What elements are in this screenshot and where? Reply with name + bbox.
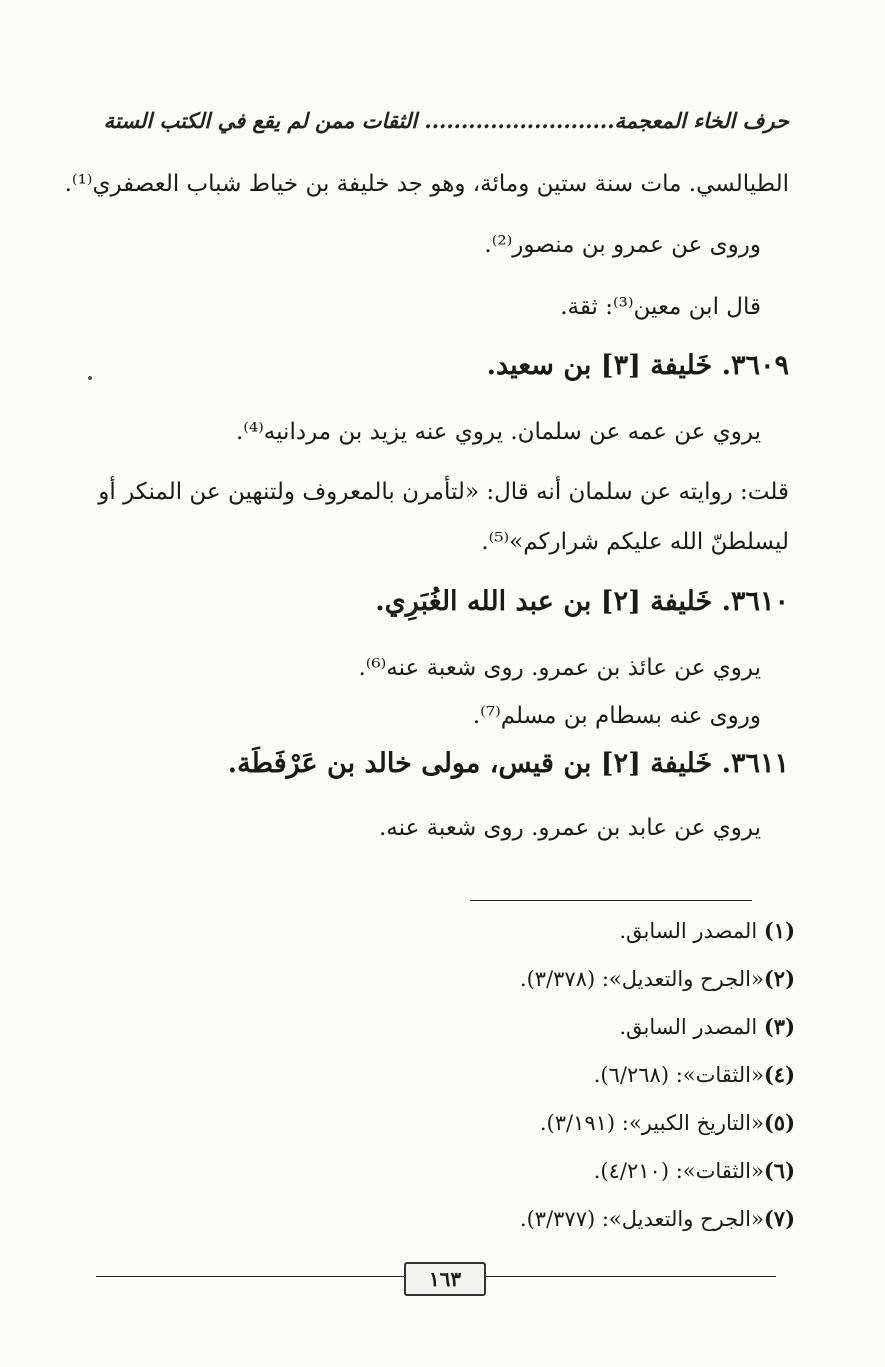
footnote — [594, 1062, 795, 1087]
footnote-text: «التاريخ الكبير»: (٣/١٩١). — [539, 1111, 764, 1135]
footnote — [619, 918, 795, 943]
footnote — [594, 1158, 795, 1183]
page-number: ١٦٣ — [404, 1262, 486, 1296]
scan-speck — [88, 376, 92, 380]
text-line: الطيالسي. مات سنة ستين ومائة، وهو جد خليفة بن خياط شباب العصفري⁽¹⁾. — [64, 171, 789, 197]
text-line: ليسلطنّ الله عليكم شراركم»⁽⁵⁾. — [481, 529, 789, 555]
entry-heading-3611: ٣٦١١. خَليفة [٢] بن قيس، مولى خالد بن عَرْفَطَة. — [227, 748, 789, 779]
footnote — [540, 1110, 795, 1135]
footnote-number: (٥) — [763, 1110, 795, 1135]
footnote-text: «الثقات»: (٦/٢٦٨). — [593, 1063, 764, 1087]
text-line: يروي عن عمه عن سلمان. يروي عنه يزيد بن مردانيه⁽⁴⁾. — [235, 419, 761, 445]
footnote-number: (٤) — [763, 1062, 795, 1087]
footnote — [520, 1206, 795, 1231]
footnote-number: (٢) — [763, 966, 795, 991]
text-line: قلت: روايته عن سلمان أنه قال: «لتأمرن بالمعروف ولتنهين عن المنكر أو — [98, 479, 789, 505]
footnote-number: (٦) — [763, 1158, 795, 1183]
footnote-number: (٧) — [763, 1206, 795, 1231]
footer-rule-left — [96, 1276, 404, 1277]
footnote-number: (٣) — [763, 1014, 795, 1039]
running-header: حرف الخاء المعجمة.......................... الثقات ممن لم يقع في الكتب الستة — [103, 108, 789, 133]
text-line: وروى عن عمرو بن منصور⁽²⁾. — [484, 232, 761, 258]
footnote-text: المصدر السابق. — [619, 1015, 764, 1039]
entry-heading-3609: ٣٦٠٩. خَليفة [٣] بن سعيد. — [486, 350, 789, 381]
footnote — [520, 966, 795, 991]
text-line: وروى عنه بسطام بن مسلم⁽⁷⁾. — [472, 703, 761, 729]
footnote-text: «الجرح والتعديل»: (٣/٣٧٨). — [519, 967, 764, 991]
footnote-text: «الثقات»: (٤/٢١٠). — [593, 1159, 764, 1183]
footnote-separator — [470, 900, 752, 901]
footer-rule-right — [484, 1276, 776, 1277]
text-line: يروي عن عابد بن عمرو. روى شعبة عنه. — [378, 815, 761, 841]
footnote-text: المصدر السابق. — [619, 919, 764, 943]
text-line: يروي عن عائذ بن عمرو. روى شعبة عنه⁽⁶⁾. — [358, 655, 761, 681]
text-line: قال ابن معين⁽³⁾: ثقة. — [560, 294, 761, 320]
footnote-number: (١) — [763, 918, 795, 943]
footnote — [619, 1014, 795, 1039]
entry-heading-3610: ٣٦١٠. خَليفة [٢] بن عبد الله الغُبَرِي. — [375, 586, 789, 617]
footnote-text: «الجرح والتعديل»: (٣/٣٧٧). — [519, 1207, 764, 1231]
